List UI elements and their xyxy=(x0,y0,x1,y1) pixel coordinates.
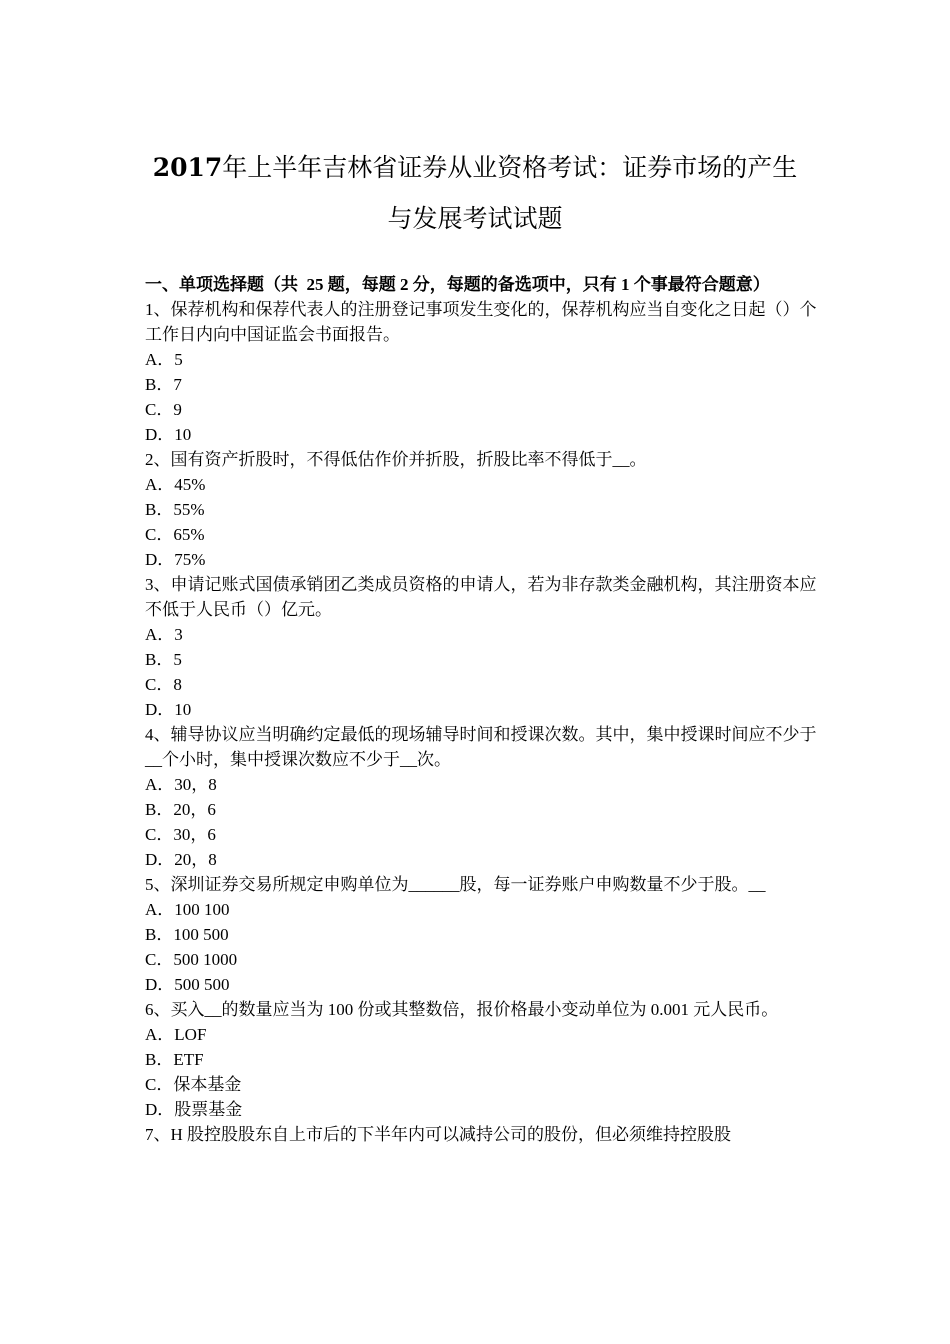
answer-option: C．500 1000 xyxy=(145,950,238,969)
answer-option: A．3 xyxy=(145,625,183,644)
title-year: 2017 xyxy=(152,153,223,182)
section-header: 一、单项选择题（共 25 题，每题 2 分，每题的备选项中，只有 1 个事最符合题意） xyxy=(145,275,770,294)
answer-option: D．75% xyxy=(145,550,206,569)
question-text: 1、保荐机构和保荐代表人的注册登记事项发生变化的，保荐机构应当自变化之日起（）个工作日内向中国证监会书面报告。 xyxy=(145,300,817,344)
answer-option: D．10 xyxy=(145,700,192,719)
answer-option: A．5 xyxy=(145,350,183,369)
question-text: 4、辅导协议应当明确约定最低的现场辅导时间和授课次数。其中，集中授课时间应不少于__个小时，集中授课次数应不少于__次。 xyxy=(145,725,817,769)
answer-option: C．30，6 xyxy=(145,825,216,844)
question-text: 3、申请记账式国债承销团乙类成员资格的申请人，若为非存款类金融机构，其注册资本应不低于人民币（）亿元。 xyxy=(145,575,817,619)
answer-option: A．45% xyxy=(145,475,206,494)
answer-option: D．500 500 xyxy=(145,975,230,994)
answer-option: B．20，6 xyxy=(145,800,216,819)
answer-option: C．保本基金 xyxy=(145,1075,242,1094)
answer-option: D．股票基金 xyxy=(145,1100,243,1119)
question-text: 7、H 股控股股东自上市后的下半年内可以减持公司的股份，但必须维持控股股 xyxy=(145,1125,732,1144)
answer-option: B．7 xyxy=(145,375,182,394)
answer-option: A．30，8 xyxy=(145,775,217,794)
answer-option: B．55% xyxy=(145,500,205,519)
answer-option: A．LOF xyxy=(145,1025,207,1044)
answer-option: A．100 100 xyxy=(145,900,230,919)
document-title-line-2: 与发展考试试题 xyxy=(387,204,563,233)
answer-option: B．100 500 xyxy=(145,925,229,944)
answer-option: D．20，8 xyxy=(145,850,217,869)
answer-option: C．8 xyxy=(145,675,182,694)
question-list xyxy=(145,272,820,1147)
question-text: 2、国有资产折股时，不得低估作价并折股，折股比率不得低于__。 xyxy=(145,450,647,469)
answer-option: C．9 xyxy=(145,400,182,419)
document-title-line-1 xyxy=(100,141,850,195)
title-text: 年上半年吉林省证券从业资格考试：证券市场的产生 xyxy=(222,153,798,182)
answer-option: B．5 xyxy=(145,650,182,669)
answer-option: C．65% xyxy=(145,525,205,544)
question-text: 6、买入__的数量应当为 100 份或其整数倍，报价格最小变动单位为 0.001 元人民币。 xyxy=(145,1000,779,1019)
answer-option: B．ETF xyxy=(145,1050,204,1069)
answer-option: D．10 xyxy=(145,425,192,444)
question-text: 5、深圳证券交易所规定申购单位为______股，每一证券账户申购数量不少于股。__ xyxy=(145,875,766,894)
